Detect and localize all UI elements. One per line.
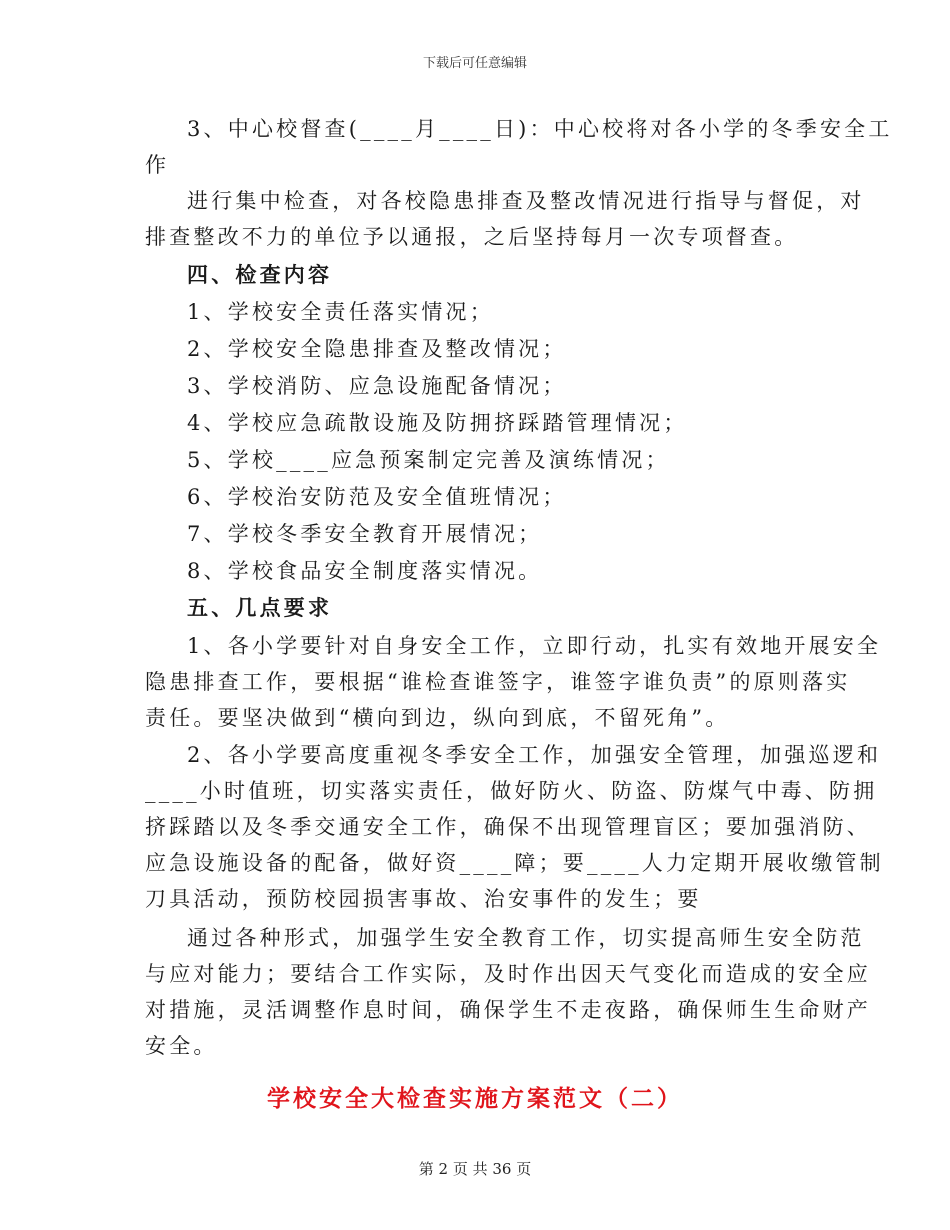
section5-heading: 五、几点要求	[187, 595, 333, 620]
section5-p2-line: ____小时值班，切实落实责任，做好防火、防盗、防煤气中毒、防拥	[145, 779, 878, 803]
section4-item: 8、学校食品安全制度落实情况。	[187, 559, 543, 583]
section5-p2-line: 挤踩踏以及冬季交通安全工作，确保不出现管理盲区；要加强消防、	[145, 815, 871, 839]
section5-p1-line: 责任。要坚决做到“横向到边，纵向到底，不留死角”。	[145, 706, 730, 730]
section5-p1-line: 隐患排查工作，要根据“谁检查谁签字，谁签字谁负责”的原则落实	[145, 670, 851, 694]
section5-p2-line: 刀具活动，预防校园损害事故、治安事件的发生；要	[145, 887, 702, 911]
document-title: 学校安全大检查实施方案范文（二）	[267, 1086, 683, 1112]
section3-line4: 排查整改不力的单位予以通报，之后坚持每月一次专项督查。	[145, 225, 799, 249]
section3-line2: 作	[145, 153, 170, 177]
section4-item: 7、学校冬季安全教育开展情况；	[187, 522, 543, 546]
page-header-note: 下载后可任意编辑	[422, 56, 527, 71]
section4-item: 2、学校安全隐患排查及整改情况；	[187, 337, 567, 361]
section5-p2-line: 应急设施设备的配备，做好资____障；要____人力定期开展收缴管制	[145, 851, 884, 875]
section5-p3-line: 通过各种形式，加强学生安全教育工作，切实提高师生安全防范	[187, 926, 865, 950]
section5-p1-line: 1、各小学要针对自身安全工作，立即行动，扎实有效地开展安全	[187, 634, 882, 658]
section5-p2-line: 2、各小学要高度重视冬季安全工作，加强安全管理，加强巡逻和	[187, 743, 882, 767]
section4-item: 6、学校治安防范及安全值班情况；	[187, 485, 567, 509]
section4-item: 1、学校安全责任落实情况；	[187, 300, 494, 324]
section4-item: 5、学校____应急预案制定完善及演练情况；	[187, 448, 670, 472]
section4-heading: 四、检查内容	[187, 262, 333, 287]
section5-p3-line: 安全。	[145, 1034, 218, 1058]
page-footer: 第 2 页 共 36 页	[418, 1160, 532, 1178]
section3-line1: 3、中心校督查(____月____日)：中心校将对各小学的冬季安全工	[187, 117, 893, 141]
section3-line3: 进行集中检查，对各校隐患排查及整改情况进行指导与督促，对	[187, 189, 865, 213]
section5-p3-line: 与应对能力；要结合工作实际，及时作出因天气变化而造成的安全应	[145, 962, 871, 986]
section4-item: 4、学校应急疏散设施及防拥挤踩踏管理情况；	[187, 411, 688, 435]
section4-item: 3、学校消防、应急设施配备情况；	[187, 374, 567, 398]
section5-p3-line: 对措施，灵活调整作息时间，确保学生不走夜路，确保师生生命财产	[145, 998, 871, 1022]
